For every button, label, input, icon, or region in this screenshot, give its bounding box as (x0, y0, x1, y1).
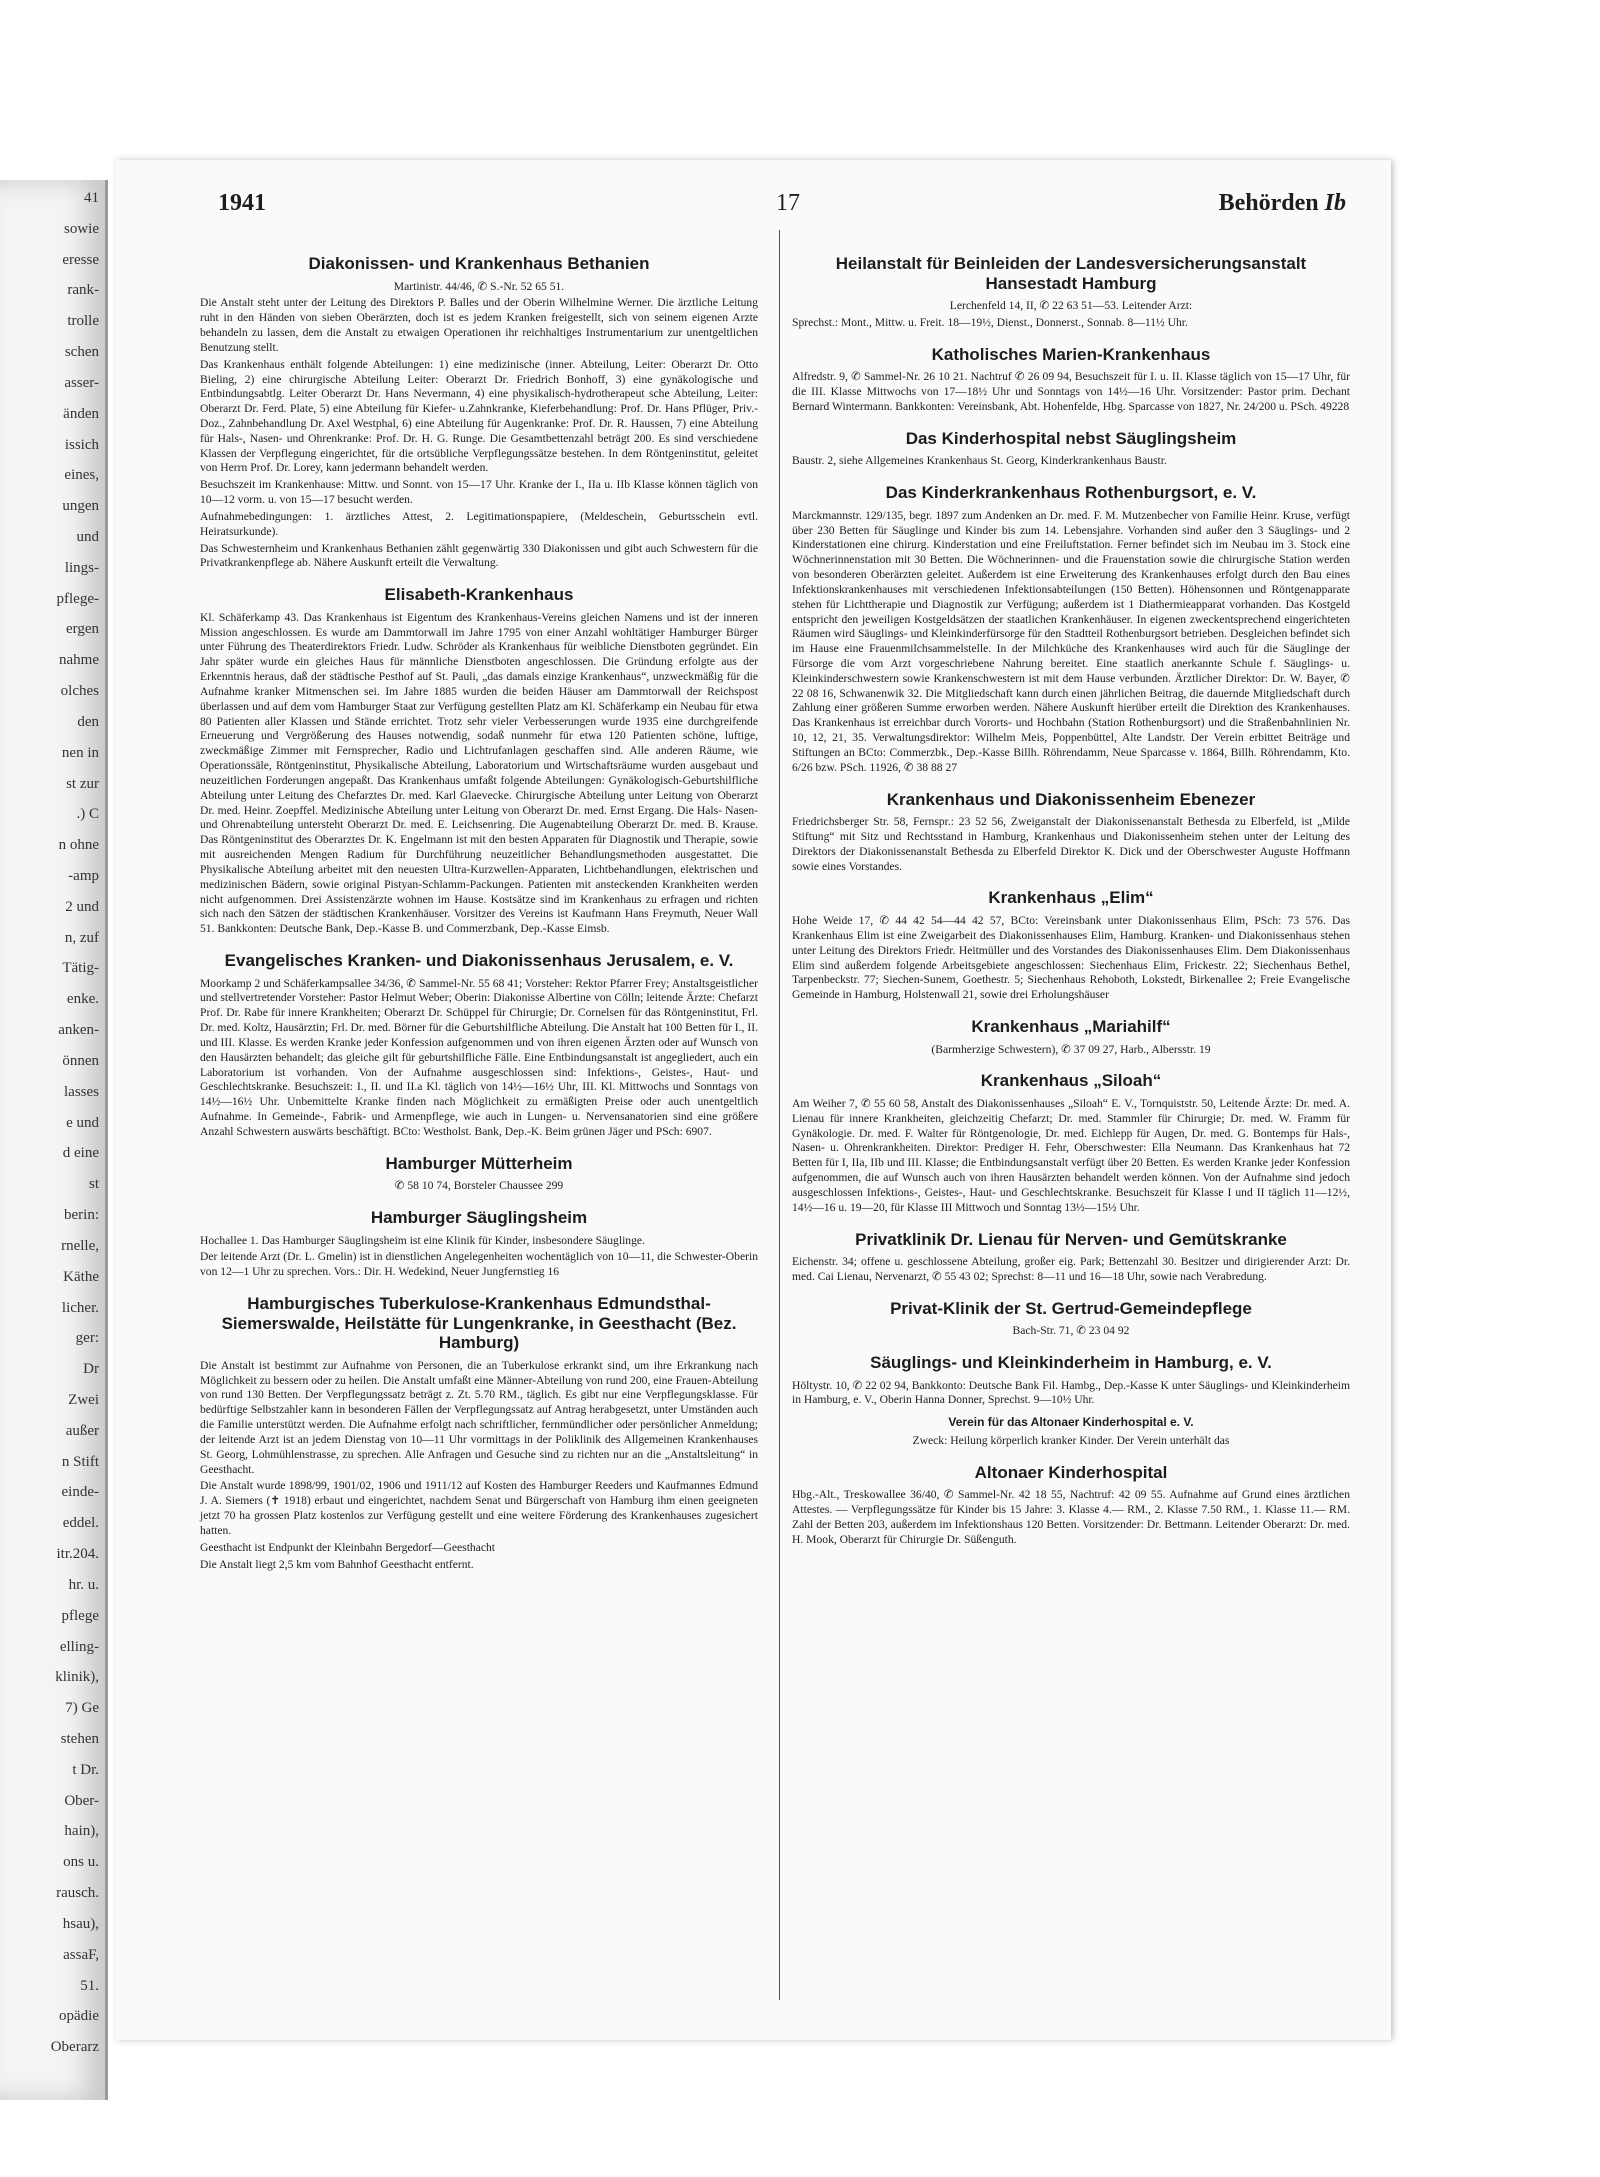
edge-fragment: 2 und (65, 898, 99, 915)
institution-entry (792, 483, 1350, 775)
entry-paragraph: Die Anstalt steht unter der Leitung des Direktors P. Balles und der Oberin Wilhelmine Werner. Die ärztliche Leitung ruht in den Händen von sieben Oberärzten, doch ist es jedem Kranken freigestellt, sich von seinem eigenen Arzte behandeln zu lassen, dem die Anstalt zu etwaigen Operationen ihr reichhaltiges Instrumentarium zur unentgeltlichen Benutzung stellt. (200, 296, 758, 354)
entry-paragraph: Die Anstalt ist bestimmt zur Aufnahme von Personen, die an Tuberkulose erkrankt sind, um ihre Erkrankung nach Möglichkeit zu bessern oder zu heilen. Die Anstalt umfaßt eine Männer-Abteilung von rund 200, eine Frauen-Abteilung von rund 130 Betten. Der Verpflegungssatz beträgt z. Zt. 5.70 RM., täglich. Es gibt nur eine Verpflegungsklasse. Für bedürftige Selbstzahler kann in besonderen Fällen der Verpflegungssatz auf Antrag herabgesetzt, unter Umständen auch die Familie unterstützt werden. Die Aufnahme erfolgt nach schriftlicher, fernmündlicher oder persönlicher Anmeldung; der leitende Arzt ist an jedem Dienstag von 10—11 Uhr vormittags in der Poliklinik des Allgemeinen Krankenhauses St. Georg, Lohmühlenstrasse, zu sprechen. Alle Anfragen und Gesuche sind zu richten nur an die „Anstaltsleitung“ in Geesthacht. (200, 1358, 758, 1476)
edge-fragment: eddel. (62, 1515, 99, 1532)
edge-fragment: d eine (62, 1145, 99, 1162)
entry-paragraph: Friedrichsberger Str. 58, Fernspr.: 23 52 56, Zweiganstalt der Diakonissenanstalt Bethesda zu Elberfeld, ist „Milde Stiftung“ mit Sitz und Rechtsstand in Hamburg, Krankenhaus und Diakonissenheim stehen unter der Leitung des Direktors der Diakonissenanstalt Bethesda zu Elberfeld Direktor K. Dick und der Oberschwester Auguste Hoffmann sowie eines Vorstandes. (792, 815, 1350, 873)
edge-fragment: Dr (83, 1361, 99, 1378)
edge-fragment: rnelle, (61, 1237, 99, 1254)
entry-paragraph: Hochallee 1. Das Hamburger Säuglingsheim ist eine Klinik für Kinder, insbesondere Säuglinge. (200, 1233, 645, 1247)
edge-fragment: den (77, 713, 99, 730)
edge-fragment: Käthe (63, 1268, 99, 1285)
edge-fragment: eresse (62, 251, 99, 268)
edge-fragment: olches (60, 683, 99, 700)
edge-fragment: opädie (59, 2008, 99, 2025)
entry-paragraph: Aufnahmebedingungen: 1. ärztliches Attest, 2. Legitimationspapiere, (Meldeschein, Geburtsschein evtl. Heiratsurkunde). (200, 509, 758, 538)
edge-fragment: ungen (62, 498, 99, 515)
edge-fragment: hain), (64, 1823, 99, 1840)
edge-fragment: n, zuf (64, 929, 99, 946)
edge-fragment: n Stift (61, 1453, 99, 1470)
entry-title: Krankenhaus „Siloah“ (980, 1071, 1162, 1091)
edge-fragment: 51. (80, 1977, 99, 1994)
entry-title: Heilanstalt für Beinleiden der Landesversicherungsanstalt Hansestadt Hamburg (835, 254, 1307, 293)
edge-fragment: lasses (64, 1083, 99, 1100)
entry-paragraph: Baustr. 2, siehe Allgemeines Krankenhaus St. Georg, Kinderkrankenhaus Baustr. (792, 454, 1167, 468)
edge-fragment: n ohne (58, 837, 99, 854)
institution-entry (200, 1208, 758, 1280)
entry-address: Martinistr. 44/46, ✆ S.-Nr. 52 65 51. (393, 279, 565, 293)
entry-address: Bach-Str. 71, ✆ 23 04 92 (1012, 1324, 1130, 1338)
entry-address: ✆ 58 10 74, Borsteler Chaussee 299 (394, 1179, 564, 1193)
edge-fragment: nen in (61, 744, 99, 761)
edge-fragment: pflege- (56, 590, 99, 607)
entry-paragraph: Die Anstalt liegt 2,5 km vom Bahnhof Geesthacht entfernt. (200, 1557, 474, 1571)
edge-fragment: önnen (62, 1052, 99, 1069)
column-divider (779, 230, 780, 2000)
right-column (792, 240, 1350, 1550)
entry-title: Hamburger Mütterheim (385, 1153, 573, 1173)
edge-fragment: Zwei (68, 1391, 99, 1408)
entry-paragraph: Sprechst.: Mont., Mittw. u. Freit. 18—19½, Dienst., Donnerst., Sonnab. 8—11½ Uhr. (792, 315, 1188, 329)
institution-entry (792, 1017, 1350, 1057)
edge-fragment: Ober- (64, 1792, 99, 1809)
edge-fragment: außer (65, 1422, 99, 1439)
edge-fragment: klinik), (55, 1669, 99, 1686)
edge-fragment: e und (66, 1114, 99, 1131)
entry-paragraph: Die Anstalt wurde 1898/99, 1901/02, 1906 und 1911/12 auf Kosten des Hamburger Reeders und Kaufmannes Edmund J. A. Siemers (✝ 1918) erbaut und eingerichtet, nachdem Senat und Bürgerschaft von Hamburg ihm einen geeigneten jetzt 70 ha grossen Platz kostenlos zur Verfügung gestellt und eine weitere Förderung des Krankenhauses zugesichert hatten. (200, 1479, 758, 1537)
edge-fragment: t Dr. (72, 1761, 99, 1778)
entry-title: Katholisches Marien-Krankenhaus (931, 344, 1211, 364)
entry-paragraph: Geesthacht ist Endpunkt der Kleinbahn Bergedorf—Geesthacht (200, 1540, 496, 1554)
edge-fragment: trolle (67, 313, 99, 330)
edge-fragment: elling- (59, 1638, 99, 1655)
entry-title: Hamburger Säuglingsheim (370, 1208, 588, 1228)
header-section: Behörden Ib (1218, 190, 1346, 216)
entry-title: Das Kinderhospital nebst Säuglingsheim (905, 428, 1237, 448)
entry-title: Diakonissen- und Krankenhaus Bethanien (308, 254, 650, 273)
entry-paragraph: Am Weiher 7, ✆ 55 60 58, Anstalt des Diakonissenhauses „Siloah“ E. V., Tornquiststr. 50, Leitende Ärzte: Dr. med. A. Lienau für innere Krankheiten, gleichzeitig Chefarzt; Dr. med. Stammler für Chirurgie; Dr. med. W. Framm für Gynäkologie. Dr. med. F. Walter für Röntgenologie, Dr. med. Eichlepp für Augen, Dr. med. G. Bontemps für Hals-, Nasen- u. Ohrenkrankheiten. Direktor: Prediger H. Fehr, Oberschwester: Ella Neumann. Das Krankenhaus hat 72 Betten für I, IIa, IIb und III. Klasse; die Entbindungsanstalt verfügt über 20 Betten. Es werden Kranke jeder Konfession aufgenommen, die auf Wunsch auch von ihren Hausärzten behandelt werden können. Von der Aufnahme sind jedoch ausgeschlossen Infektions-, Geistes-, Haut- und Geschlechtskranke. Besuchszeit für Klasse I und II täglich 11—12½, 14½—16 u. 19—20, für Klasse III Mittwoch und Sonntag 13½—15½ Uhr. (792, 1096, 1350, 1214)
institution-entry (792, 429, 1350, 469)
header-page-number: 17 (776, 190, 800, 216)
institution-entry (792, 345, 1350, 415)
document-page (116, 160, 1391, 2040)
edge-fragment: einde- (61, 1484, 99, 1501)
edge-fragment: st zur (66, 775, 99, 792)
edge-fragment: asser- (64, 374, 99, 391)
institution-entry (792, 254, 1350, 331)
institution-entry (792, 1071, 1350, 1215)
edge-fragment: 7) Ge (65, 1700, 99, 1717)
edge-fragment: und (76, 529, 99, 546)
entry-address: Zweck: Heilung körperlich kranker Kinder. Der Verein unterhält das (912, 1434, 1230, 1448)
edge-fragment: st (88, 1176, 99, 1193)
entry-paragraph: Moorkamp 2 und Schäferkampsallee 34/36, ✆ Sammel-Nr. 55 68 41; Vorsteher: Rektor Pfarrer Frey; Anstaltsgeistlicher und stellvertretender Vorsteher: Pastor Helmut Weber; Oberin: Diakonisse Albertine von Cölln; leitende Ärzte: Chefarzt Prof. Dr. Rabe für innere Krankheiten; Oberarzt Dr. Schüppel für Chirurgie; Dr. Cornelsen für das Röntgeninstitut, Frl. Dr. med. Koltz, Hausärztin; Frl. Dr. med. Börner für die Geburtshilfliche Abteilung. Die Anstalt hat 100 Betten für I., II. und III. Klasse. Es werden Kranke jeder Konfession aufgenommen und von ihren eigenen Ärzten oder auf Wunsch von den Hausärzten behandelt; das gleiche gilt für geburtshilfliche Fälle. Eine Entbindungsanstalt ist angegliedert, auch ein Laboratorium ist vorhanden. Von der Aufnahme ausgeschlossen sind: Infektions-, Geistes-, Haut- und Geschlechtskranke. Besuchszeit: I., II. und II.a Kl. täglich von 14½—16½ Uhr, III. Kl. Mittwochs und Sonntags von 14½—16½ Uhr. Unbemittelte Kranke finden nach Möglichkeit zu ermäßigten Preise oder auch unentgeltlich Aufnahme. In Gemeinde-, Fabrik- und Armenpflege, wie auch in Lungen- u. Nervensanatorien sind eine größere Anzahl Schwestern auswärts beschäftigt. BCto: Westholst. Bank, Dep.-K. Beim grünen Jäger und PSch: 6907. (200, 976, 758, 1138)
entry-paragraph: Marckmannstr. 129/135, begr. 1897 zum Andenken an Dr. med. F. M. Mutzenbecher von Familie Heinr. Kruse, verfügt über 230 Betten für Säuglinge und Kinder bis zum 14. Lebensjahre. Vorhanden sind außer den 3 Säuglings- und 2 Kinderstationen eine chirurg. Kinderstation und eine Freiluftstation. Ferner befindet sich im Neubau im 3. Stock eine Wöchnerinnenstation mit 30 Betten. Die Wöchnerinnen- und die Frauenstation sowie die chirurgische Station werden von besonderen Oberärzten geleitet. Außerdem ist eine Erweiterung des Krankenhauses erfolgt durch den Bau eines Infektionskrankenhauses mit verschiedenen Infektionsabteilungen (150 Betten). Höhensonnen und Röntgenapparate stehen für Lichttherapie und Diagnostik zur Verfügung; außerdem ist 1 Diathermieapparat vorhanden. Das Kostgeld entspricht den jeweiligen Kostgeldsätzen der staatlichen Krankenhäuser. In eigenen zweckentsprechend eingerichteten Räumen wird Säuglings- und Kleinkinderfürsorge für den Stadtteil Rothenburgsort betrieben. Desgleichen befindet sich im Hause eine Frauenmilchsammelstelle. In der Milchküche des Krankenhauses wird auch für die Säuglinge der Fürsorge die vom Arzt vorgeschriebene Nahrung bereitet. Eine staatlich anerkannte Schule f. Säuglings- u. Kleinkinderschwestern sowie Krankenschwestern ist mit dem Hause verbunden. Ärztlicher Direktor: Dr. W. Bayer, ✆ 22 08 16, Schwanenwik 32. Die Mitgliedschaft kann durch einen jährlichen Beitrag, die dauernde Mitgliedschaft durch Zahlung einer größeren Summe erworben werden. Nähere Auskunft hierüber erteilt die Direktion des Krankenhauses. Das Krankenhaus ist erreichbar durch Vororts- und Hochbahn (Station Rothenburgsort) und die Straßenbahnlinien Nr. 10, 12, 21, 35. Verwaltungsdirektor: Wilhelm Meis, Poppenbüttel, Alte Landstr. Der Verein erbittet Beiträge und Stiftungen an BCto: Commerzbk., Dep.-Kasse Billh. Röhrendamm, Neue Sparcasse v. 1864, Billh. Röhrendamm, Kto. 6/26 bzw. PSch. 11926, ✆ 38 88 27 (792, 508, 1350, 774)
entry-paragraph: Das Krankenhaus enthält folgende Abteilungen: 1) eine medizinische (inner. Abteilung, Leiter: Oberarzt Dr. Otto Bieling, 2) eine chirurgische Abteilung Leiter: Oberarzt Dr. Friedrich Bonhoff, 3) eine gynäkologische und Entbindungsabtlg. Leiter Oberarzt Dr. Hans Nevermann, 4) eine physikalisch-hydrotherapeut sche Abteilung, Leiter: Oberarzt Dr. Ferd. Plate, 5) eine Abteilung für Kiefer- u.Zahnkranke, Kieferbehandlung: Prof. Dr. Hans Pflüger, Priv.-Doz., Zahnbehandlung Dr. Axel Westphal, 6) eine Abteilung für Augenkranke: Prof. Dr. R. Haussen, 7) eine Abteilung für Hals-, Nasen- und Ohrenkranke: Prof. Dr. H. G. Runge. Die Gesamtbettenzahl beträgt 200. Es sind verschiedene Klassen der Verpflegung eingerichtet, für die ortsübliche Verpflegungssätze bestehen. In dem Röntgeninstitut, geleitet von Herrn Prof. Dr. Lorey, kann jedermann behandelt werden. (200, 357, 758, 475)
edge-fragment: itr.204. (56, 1546, 99, 1563)
edge-fragment: rausch. (56, 1885, 99, 1902)
institution-entry (792, 790, 1350, 875)
entry-title: Elisabeth-Krankenhaus (384, 585, 574, 605)
entry-title: Verein für das Altonaer Kinderhospital e. V. (948, 1415, 1194, 1430)
edge-fragment: stehen (60, 1730, 99, 1747)
institution-entry (792, 888, 1350, 1003)
edge-fragment: anken- (58, 1022, 99, 1039)
edge-fragment: rank- (67, 282, 99, 299)
entry-paragraph: Das Schwesternheim und Krankenhaus Bethanien zählt gegenwärtig 330 Diakonissen und gibt auch Schwestern für die Privatkrankenpflege ab. Nähere Auskunft erteilt die Verwaltung. (200, 541, 758, 570)
edge-fragment: sowie (64, 220, 99, 237)
institution-entry (792, 1463, 1350, 1548)
edge-fragment: nahme (59, 652, 99, 669)
entry-paragraph: Hohe Weide 17, ✆ 44 42 54—44 42 57, BCto: Vereinsbank unter Diakonissenhaus Elim, PSch: 73 576. Das Krankenhaus Elim ist eine Zweigarbeit des Diakonissenhauses Elim, Hamburg. Kranken- und Diakonissenhaus stehen unter Leitung des Direktors Friedr. Heitmüller und des Vorstandes des Diakonissenhauses Elim. Dem Diakonissenhaus Elim sind außerdem folgende Arbeitsgebiete angeschlossen: Siechenhaus Elim, Frickestr. 22; Siechenhaus Bethel, Tarpenbeckstr. 77; Siechen-Sunem, Goethestr. 5; Siechenhaus Rehoboth, Lokstedt, Birkenallee 2; Freie Evangelische Gemeinde in Hamburg, Holstenwall 21, sowie drei Erholungshäuser (792, 914, 1350, 1002)
edge-fragment: pflege (61, 1607, 99, 1624)
entry-paragraph: Alfredstr. 9, ✆ Sammel-Nr. 26 10 21. Nachtruf ✆ 26 09 94, Besuchszeit für I. u. II. Klasse täglich von 15—17 Uhr, für die III. Klasse Mittwochs von 17—18½ Uhr und Sonntags von 14½—16 Uhr. Vorsitzender: Pastor prim. Dechant Bernard Wintermann. Bankkonten: Vereinsbank, Abt. Hohenfelde, Hbg. Sparcasse von 1827, Nr. 24/200 u. PSch. 49228 (792, 370, 1350, 413)
entry-paragraph: Eichenstr. 34; offene u. geschlossene Abteilung, großer eig. Park; Bettenzahl 30. Besitzer und dirigierender Arzt: Dr. med. Cai Lienau, Nervenarzt, ✆ 55 43 02; Sprechst: 8—11 und 16—18 Uhr, sowie nach Verabredung. (792, 1255, 1350, 1283)
edge-fragment: enke. (66, 991, 99, 1008)
edge-fragment: 41 (84, 190, 99, 206)
edge-fragment: änden (63, 405, 99, 422)
edge-fragment: assaF, (63, 1946, 99, 1963)
edge-fragment: schen (64, 344, 99, 361)
edge-fragment: licher. (61, 1299, 99, 1316)
entry-title: Hamburgisches Tuberkulose-Krankenhaus Edmundsthal-Siemerswalde, Heilstätte für Lungenkranke, in Geesthacht (Bez. Hamburg) (221, 1294, 737, 1353)
edge-fragment: Tätig- (62, 960, 99, 977)
institution-entry (792, 1230, 1350, 1285)
edge-fragment: issich (64, 436, 99, 453)
entry-paragraph: Kl. Schäferkamp 43. Das Krankenhaus ist Eigentum des Krankenhaus-Vereins gleichen Namens und ist der inneren Mission angeschlossen. Es wurde am Dammtorwall im Jahre 1795 von einer Anzahl wohltätiger Hamburger Bürger unter Führung des Theaterdirektors Friedr. Ludw. Schröder als Krankenhaus für weibliche Dienstboten gegründet. Ein Jahr später wurde ein gleiches Haus für männliche Dienstboten angeschlossen. Die Gründung erfolgte aus der Erkenntnis heraus, daß der städtische Pesthof auf St. Pauli, „das damals einzige Krankenhaus“, unzweckmäßig für die Aufnahme kranker Mitmenschen sei. Im Jahre 1885 wurden die beiden Häuser am Dammtorwall der Reichspost überlassen und auf dem vom Hamburger Staat zur Verfügung gestellten Platz am Kl. Schäferkamp ein Neubau für etwa 80 Patienten aller Klassen und Stände errichtet. Trotz sehr vieler Verbesserungen wurde 1935 eine durchgreifende Erneuerung und Vergrößerung des Hauses notwendig, sodaß nunmehr für etwa 120 Patienten schöne, luftige, zweckmäßige Zimmer mit Fernsprecher, Radio und Lichtrufanlagen geschaffen sind. Alle anderen Räume, wie Operationssäle, Röntgeninstitut, Physikalische Abteilung, Laboratorium und Wirtschaftsräume wurden ausgebaut und neuzeitlichen Forderungen angepaßt. Das Krankenhaus umfaßt folgende Abteilungen: Gynäkologisch-Geburtshilfliche Abteilung unter Leitung des Chefarztes Dr. med. Karl Glaevecke. Chirurgische Abteilung unter Leitung von Oberarzt Dr. med. Heinr. Zoepffel. Medizinische Abteilung unter Leitung von Oberarzt Dr. med. Ernst Ergang. Die Hals- Nasen- und Ohrenabteilung untersteht Oberarzt Dr. med. E. Leichsenring. Die Augenabteilung Oberarzt Dr. med. B. Krause. Das Röntgeninstitut des Oberarztes Dr. K. Engelmann ist mit den besten Apparaten für Diagnostik und Therapie, sowie mit ausreichenden Mengen Radium für Durchführung neuzeitlicher Behandlungsmethoden ausgestattet. Die Physikalische Abteilung arbeitet mit den neuesten Ultra-Kurzwellen-Apparaten, Lichtbehandlungen, elektrischen und medizinischen Bädern, sowie original Pistyan-Schlamm-Packungen. Patienten mit ansteckenden Krankheiten werden nicht aufgenommen. Drei Assistenzärzte wohnen im Hause. Kostsätze sind im Krankenhaus zu erfragen und richten sich nach den Sätzen der städtischen Krankenhäuser. Vorsitzer des Vereins ist Kaufmann Hans Freymuth, Neuer Wall 51. Bankkonten: Deutsche Bank, Dep.-Kasse B. und Commerzbank, Dep.-Kasse Eimsb. (200, 610, 758, 936)
edge-fragment: ergen (65, 621, 99, 638)
institution-entry (200, 1294, 758, 1572)
edge-fragment: eines, (64, 467, 99, 484)
entry-paragraph: Hbg.-Alt., Treskowallee 36/40, ✆ Sammel-Nr. 42 18 55, Nachtruf: 42 09 55. Aufnahme auf Grund eines ärztlichen Attestes. — Verpflegungssätze für Kinder bis 15 Jahre: 3. Klasse 4.— RM., 2. Klasse 7.50 RM., 1. Klasse 11.— RM. Zahl der Betten 203, außerdem im Infektionshaus 120 Betten. Vorsitzender: Dr. Bettmann. Leitender Oberarzt: Dr. med. H. Mook, Oberarzt für Chirurgie Dr. Süßenguth. (792, 1488, 1350, 1546)
entry-title: Evangelisches Kranken- und Diakonissenhaus Jerusalem, e. V. (224, 951, 734, 971)
edge-fragment: ger: (75, 1330, 99, 1347)
entry-title: Krankenhaus „Elim“ (988, 888, 1154, 908)
institution-entry (792, 1416, 1350, 1449)
page-header (116, 190, 1391, 220)
entry-address: (Barmherzige Schwestern), ✆ 37 09 27, Harb., Albersstr. 19 (931, 1042, 1211, 1056)
edge-fragment: Oberarz (50, 2039, 99, 2056)
entry-paragraph: Höltystr. 10, ✆ 22 02 94, Bankkonto: Deutsche Bank Fil. Hambg., Dep.-Kasse K unter Säuglings- und Kleinkinderheim in Hamburg, e. V., Oberin Hanna Donner, Sprechst. 9—10½ Uhr. (792, 1378, 1350, 1407)
institution-entry (200, 254, 758, 571)
entry-paragraph: Der leitende Arzt (Dr. L. Gmelin) ist in dienstlichen Angelegenheiten wochentäglich von 10—11, die Schwester-Oberin von 12—1 Uhr zu sprechen. Vors.: Dir. H. Wedekind, Neuer Jungfernstieg 16 (200, 1250, 758, 1279)
entry-title: Krankenhaus „Mariahilf“ (971, 1016, 1171, 1036)
entry-address: Lerchenfeld 14, II, ✆ 22 63 51—53. Leitender Arzt: (949, 299, 1193, 313)
edge-fragment: ons u. (63, 1854, 99, 1871)
institution-entry (200, 1154, 758, 1194)
header-year: 1941 (218, 190, 266, 216)
edge-fragment: .) C (76, 806, 99, 823)
institution-entry (200, 951, 758, 1140)
left-column (200, 240, 758, 1574)
entry-title: Privatklinik Dr. Lienau für Nerven- und Gemütskranke (855, 1229, 1287, 1249)
edge-fragment: hsau), (62, 1915, 99, 1932)
edge-fragment: berin: (64, 1207, 99, 1224)
institution-entry (792, 1353, 1350, 1408)
institution-entry (200, 585, 758, 937)
entry-title: Säuglings- und Kleinkinderheim in Hamburg, e. V. (870, 1353, 1272, 1373)
adjacent-page-edge (0, 180, 108, 2100)
entry-title: Altonaer Kinderhospital (974, 1462, 1168, 1482)
entry-paragraph: Besuchszeit im Krankenhause: Mittw. und Sonnt. von 15—17 Uhr. Kranke der I., IIa u. IIb Klasse können täglich von 10—12 vorm. u. von 15—17 besucht werden. (200, 478, 758, 507)
edge-fragment: -amp (68, 868, 99, 885)
edge-fragment: lings- (64, 559, 99, 576)
institution-entry (792, 1299, 1350, 1339)
entry-title: Das Kinderkrankenhaus Rothenburgsort, e. V. (885, 483, 1257, 503)
entry-title: Krankenhaus und Diakonissenheim Ebenezer (886, 789, 1256, 809)
entry-title: Privat-Klinik der St. Gertrud-Gemeindepflege (890, 1298, 1252, 1318)
edge-fragment: hr. u. (68, 1576, 99, 1593)
